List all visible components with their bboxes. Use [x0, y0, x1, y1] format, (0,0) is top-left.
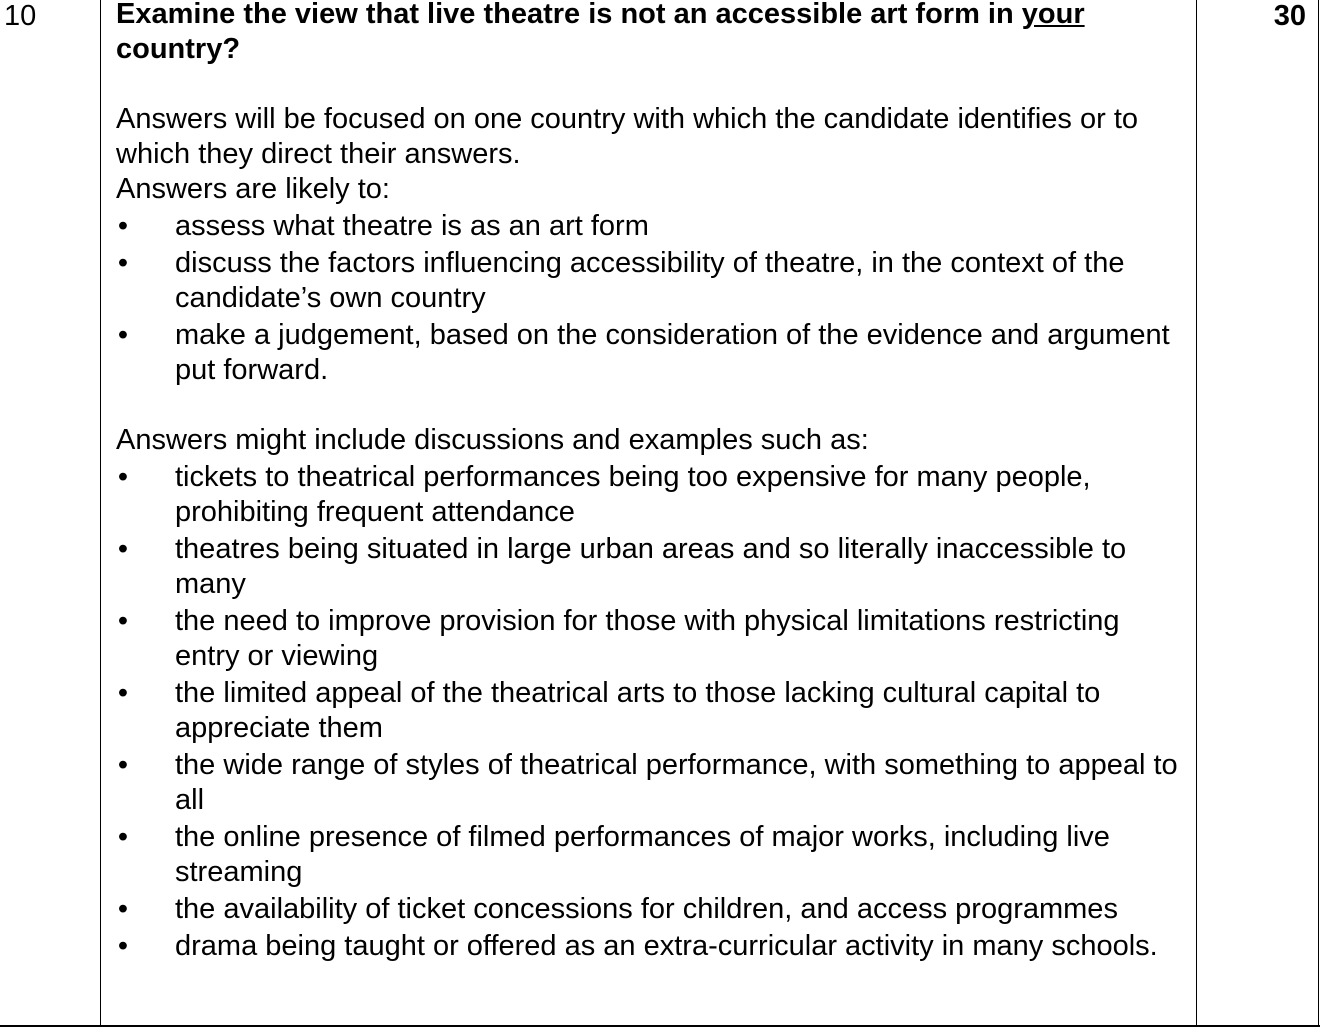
likely-point-text: discuss the factors influencing accessibility of theatre, in the context of the candidate’s own country: [175, 247, 1125, 314]
bullet-icon: •: [117, 461, 129, 493]
bullet-icon: •: [117, 533, 129, 565]
bullet-icon: •: [117, 677, 129, 709]
question-number: 10: [4, 0, 37, 32]
example-point-text: drama being taught or offered as an extra-curricular activity in many schools.: [175, 930, 1158, 962]
bullet-icon: •: [117, 210, 129, 242]
question-text-end: country?: [116, 33, 241, 65]
examples-heading: Answers might include discussions and examples such as:: [116, 424, 869, 456]
marks-value: 30: [1273, 0, 1306, 32]
table-border-right: [1318, 0, 1319, 1025]
example-point: [116, 820, 1191, 890]
likely-point-text: assess what theatre is as an art form: [175, 210, 649, 242]
question-underlined-word: your: [1021, 0, 1085, 30]
question-text-start: Examine the view that live theatre is not an accessible art form in: [116, 0, 1022, 30]
likely-point-text: make a judgement, based on the consideration of the evidence and argument put forward.: [175, 319, 1170, 386]
answer-guidance: [116, 0, 1191, 964]
example-points-list: [116, 460, 1191, 964]
example-point-text: the limited appeal of the theatrical arts to those lacking cultural capital to appreciate them: [175, 677, 1101, 744]
spacer: [116, 388, 1191, 423]
example-point-text: the online presence of filmed performances of major works, including live streaming: [175, 821, 1110, 888]
example-point-text: the need to improve provision for those with physical limitations restricting entry or viewing: [175, 605, 1120, 672]
example-point: [116, 460, 1191, 530]
bullet-icon: •: [117, 319, 129, 351]
column-divider-right: [1196, 0, 1197, 1025]
bullet-icon: •: [117, 821, 129, 853]
example-point: [116, 892, 1191, 927]
likely-point: [116, 318, 1191, 388]
example-point-text: the availability of ticket concessions for children, and access programmes: [175, 893, 1118, 925]
bullet-icon: •: [117, 893, 129, 925]
column-divider-left: [100, 0, 101, 1025]
example-point-text: theatres being situated in large urban areas and so literally inaccessible to many: [175, 533, 1127, 600]
likely-heading: Answers are likely to:: [116, 173, 390, 205]
bullet-icon: •: [117, 605, 129, 637]
spacer: [116, 67, 1191, 102]
example-point: [116, 604, 1191, 674]
example-point: [116, 676, 1191, 746]
example-point: [116, 929, 1191, 964]
likely-point: [116, 209, 1191, 244]
intro-paragraph: Answers will be focused on one country with which the candidate identifies or to which they direct their answers.: [116, 103, 1139, 170]
example-point-text: the wide range of styles of theatrical performance, with something to appeal to all: [175, 749, 1178, 816]
likely-point: [116, 246, 1191, 316]
example-point: [116, 532, 1191, 602]
bullet-icon: •: [117, 749, 129, 781]
example-point-text: tickets to theatrical performances being too expensive for many people, prohibiting frequent attendance: [175, 461, 1091, 528]
example-point: [116, 748, 1191, 818]
likely-points-list: [116, 209, 1191, 388]
bullet-icon: •: [117, 247, 129, 279]
question-text: [116, 0, 1191, 67]
bullet-icon: •: [117, 930, 129, 962]
